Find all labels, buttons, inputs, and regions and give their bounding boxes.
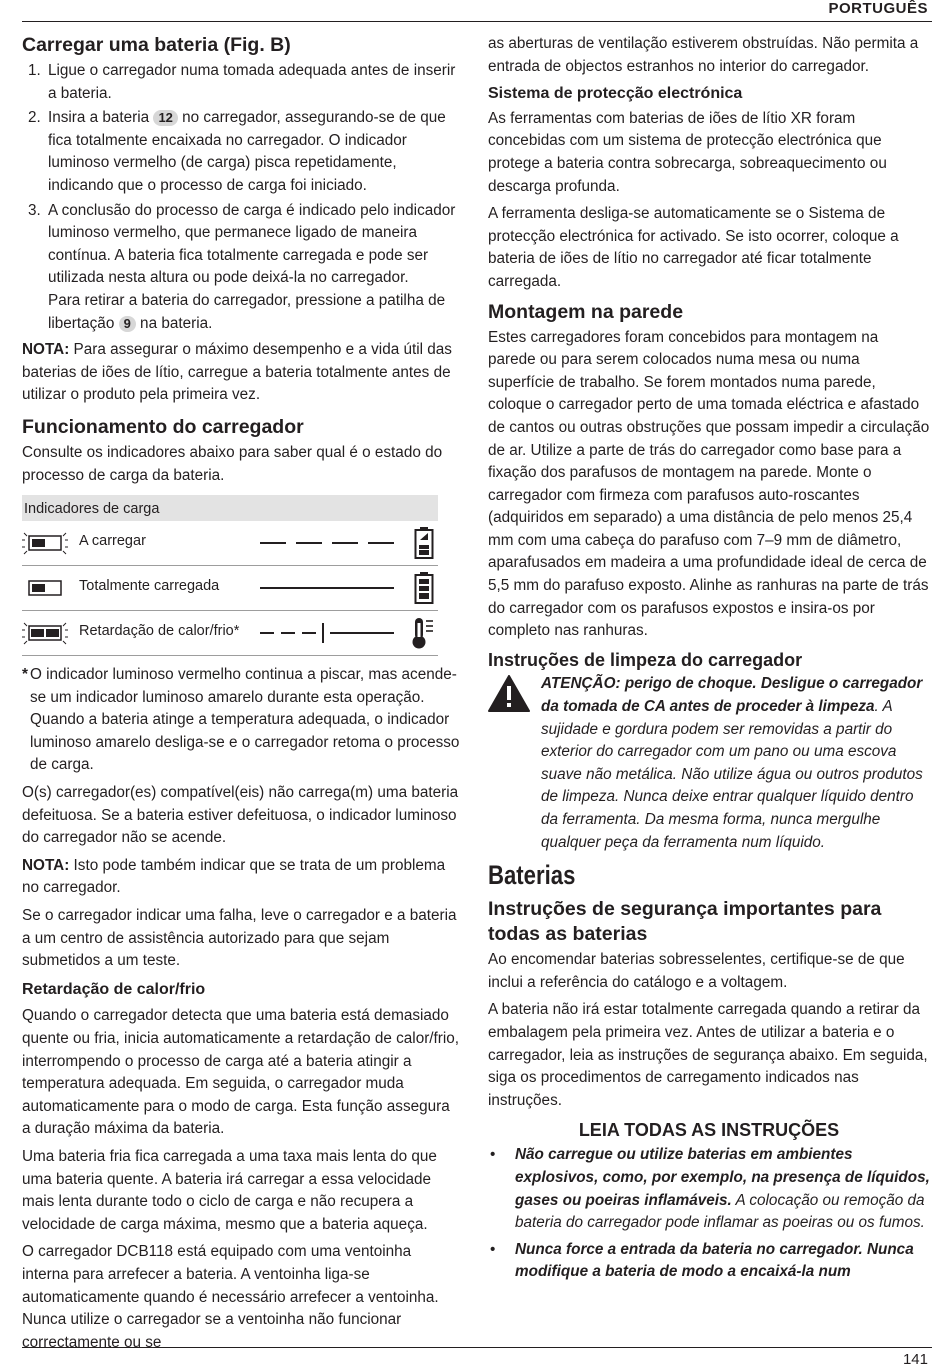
section-title-protection: Sistema de protecção electrónica — [488, 85, 743, 103]
bullet-lead: Nunca force a entrada da bateria no carregador. Nunca modifique a bateria de modo a encaixá-la num — [515, 1240, 914, 1281]
section-subtitle-safety: Instruções de segurança importantes para todas as baterias — [488, 898, 882, 946]
section-title-wall: Montagem na parede — [488, 300, 684, 323]
read-all-heading: LEIA TODAS AS INSTRUÇÕES — [578, 1120, 840, 1141]
battery-charging-icon — [414, 527, 434, 559]
list-item — [488, 1144, 930, 1234]
step-text-pre: Para retirar a bateria do carregador, pressione a patilha de libertação — [48, 291, 446, 332]
indicator-label: Totalmente carregada — [79, 578, 220, 595]
step-text-post: no carregador, assegurando-se de que fica totalmente encaixada no carregador. O indicador luminoso vermelho (de carga) pisca repetidamente, indicando que o processo de carga foi iniciado. — [48, 109, 446, 194]
bullet-lead: Não carregue ou utilize baterias em ambientes explosivos, como, por exemplo, na presença de líquidos, gases ou poeiras inflamáveis. — [515, 1146, 930, 1209]
battery-full-icon — [414, 572, 434, 604]
note-paragraph — [22, 339, 462, 407]
bullet-rest: A colocação ou remoção da bateria do carregador pode inflamar as poeiras ou os fumos. — [515, 1191, 925, 1232]
warning-block — [488, 673, 930, 854]
table-header: Indicadores de carga — [22, 495, 438, 521]
protection-p2: A ferramenta desliga-se automaticamente se o Sistema de protecção electrónica for activado. Se isto ocorrer, coloque a bateria de iões de lítio no carregador até ficar totalmente carregada. — [488, 205, 899, 290]
step-text: Ligue o carregador numa tomada adequada antes de inserir a bateria. — [48, 62, 456, 102]
operation-intro: Consulte os indicadores abaixo para saber qual é o estado do processo de carga da bateria. — [22, 443, 443, 484]
section-title-batteries: Baterias — [488, 860, 576, 891]
step-number: 3. — [28, 201, 41, 219]
blink-pattern-icon — [260, 521, 400, 565]
delay-pattern-icon — [260, 611, 400, 655]
indicator-label: A carregar — [79, 533, 146, 550]
note-label: NOTA: — [22, 341, 70, 359]
continuation-paragraph: as aberturas de ventilação estiverem obstruídas. Não permita a entrada de objectos estranhos no interior do carregador. — [488, 35, 919, 75]
hotcold-p3: O carregador DCB118 está equipado com uma ventoinha interna para arrefecer a bateria. A ventoinha liga-se automaticamente quando é necessário arrefecer a ventoinha. Nunca utilize o carregador se a ventoinha não funcionar correctamente ou se — [22, 1243, 439, 1351]
step-number: 1. — [28, 62, 41, 79]
step-text: A conclusão do processo de carga é indicado pelo indicador luminoso vermelho, que permanece ligado de maneira contínua. A bateria fica totalmente carregada e pode ser utilizada nesta altura ou pode deixá-la no carregador. — [48, 201, 456, 287]
list-item — [488, 1239, 930, 1284]
warning-lead: ATENÇÃO: perigo de choque. Desligue o carregador da tomada de CA antes de proceder à limpeza — [541, 675, 923, 716]
note-label: NOTA: — [22, 856, 70, 874]
hotcold-p1: Quando o carregador detecta que uma bateria está demasiado quente ou fria, inicia automaticamente a retardação de calor/frio, interrompendo o processo de carga até a bateria atingir a temperatura adequada. Em seguida, o carregador muda automaticamente para o modo de carga. Esta função assegura a duração máxima da bateria. — [22, 1007, 460, 1138]
batteries-p1: Ao encomendar baterias sobresselentes, certifique-se de que inclui a referência do catálogo e a voltagem. — [488, 951, 905, 991]
table-row — [22, 611, 438, 656]
section-title-operation: Funcionamento do carregador — [22, 415, 304, 438]
charge-indicators-table — [22, 495, 438, 656]
header-rule — [22, 21, 932, 22]
step-number: 2. — [28, 109, 41, 127]
step-text-post: na bateria. — [135, 314, 213, 332]
list-item — [22, 107, 462, 197]
list-item — [22, 200, 462, 336]
charging-steps — [22, 60, 462, 335]
warning-triangle-icon — [488, 675, 530, 713]
wall-p1: Estes carregadores foram concebidos para montagem na parede ou para serem colocados numa mesa ou numa superfície de trabalho. Se forem montados numa parede, coloque o carregador perto de uma tomada eléctrica e afastado de cantos ou outras obstruções que possam impedir a circulação de ar. Utilize a parte de trás do carregador como base para a fixação dos parafusos de montagem na parede. Monte o carregador com firmeza com parafusos auto-roscantes (adquiridos em separado) a uma distância de pelo menos 25,4 mm com uma cabeça do parafuso com 7–9 mm de diâmetro, aparafusados em madeira a uma profundidade ideal de cerca de 5,5 mm do parafuso exposto. Alinhe as ranhuras na parte de trás do carregador com os parafusos expostos e insira-os por completo nas ranhuras. — [488, 328, 930, 640]
right-column — [488, 33, 930, 1288]
section-title-cleaning: Instruções de limpeza do carregador — [488, 649, 803, 670]
table-row — [22, 521, 438, 566]
part-number-badge: 12 — [153, 110, 177, 126]
batteries-p2: A bateria não irá estar totalmente carregada quando a retirar da embalagem pela primeira vez. Antes de utilizar a bateria e o carregador, leia as instruções de segurança abaixo. Em seguida, siga os procedimentos de carregamento indicados nas instruções. — [488, 1001, 928, 1109]
bullet-dot: • — [490, 1240, 496, 1258]
warning-rest: . A sujidade e gordura podem ser removidas a partir do exterior do carregador com um pano ou uma escova suave não metálica. Não utilize água ou outros produtos de limpeza. Nunca deixe entrar qualquer líquido dentro da ferramenta. Da mesma forma, nunca mergulhe qualquer peça da ferramenta num líquido. — [541, 698, 923, 851]
footnote — [22, 664, 462, 777]
thermometer-icon — [412, 617, 434, 649]
protection-p1: As ferramentas com baterias de iões de lítio XR foram concebidas com um sistema de protecção electrónica que protege a bateria contra sobrecarga, sobreaquecimento ou descarga profunda. — [488, 109, 887, 195]
steady-pattern-icon — [260, 566, 400, 610]
table-row — [22, 566, 438, 611]
safety-bullets — [488, 1144, 930, 1284]
indicator-label: Retardação de calor/frio* — [79, 623, 240, 640]
step-text-pre: Insira a bateria — [48, 109, 154, 127]
blinking-led-icon — [22, 521, 68, 565]
language-header: PORTUGUÊS — [828, 0, 928, 17]
steady-led-icon — [22, 566, 68, 610]
section-title-charging: Carregar uma bateria (Fig. B) — [22, 34, 291, 56]
warning-text — [541, 673, 930, 854]
fault-paragraph: Se o carregador indicar uma falha, leve o carregador e a bateria a um centro de assistência autorizado para que sejam submetidos a um teste. — [22, 907, 457, 970]
part-number-badge: 9 — [119, 316, 136, 332]
hotcold-p2: Uma bateria fria fica carregada a uma taxa mais lenta do que uma bateria quente. A bateria irá carregar a essa velocidade mais lenta durante todo o ciclo de carga e não recupera a velocidade de carga máxima, mesmo que a bateria aqueça. — [22, 1147, 437, 1233]
section-title-hotcold: Retardação de calor/frio — [22, 980, 206, 998]
blinking-dual-led-icon — [22, 611, 68, 655]
footnote-star: * — [22, 666, 28, 684]
note-text: Isto pode também indicar que se trata de um problema no carregador. — [22, 856, 446, 897]
compat-paragraph: O(s) carregador(es) compatível(eis) não carrega(m) uma bateria defeituosa. Se a bateria estiver defeituosa, o indicador luminoso do carregador não se acende. — [22, 784, 459, 847]
bullet-dot: • — [490, 1146, 496, 1164]
footer-rule — [22, 1347, 932, 1348]
note-paragraph — [22, 855, 462, 900]
list-item — [22, 60, 462, 105]
left-column — [22, 33, 462, 1359]
footnote-text: O indicador luminoso vermelho continua a piscar, mas acende-se um indicador luminoso amarelo durante esta operação. Quando a bateria atinge a temperatura adequada, o indicador luminoso amarelo desliga-se e o carregador retoma o processo de carga. — [30, 666, 460, 774]
page-number: 141 — [902, 1351, 928, 1368]
note-text: Para assegurar o máximo desempenho e a vida útil das baterias de iões de lítio, carregue a bateria totalmente antes de utilizar o produto pela primeira vez. — [22, 341, 452, 404]
